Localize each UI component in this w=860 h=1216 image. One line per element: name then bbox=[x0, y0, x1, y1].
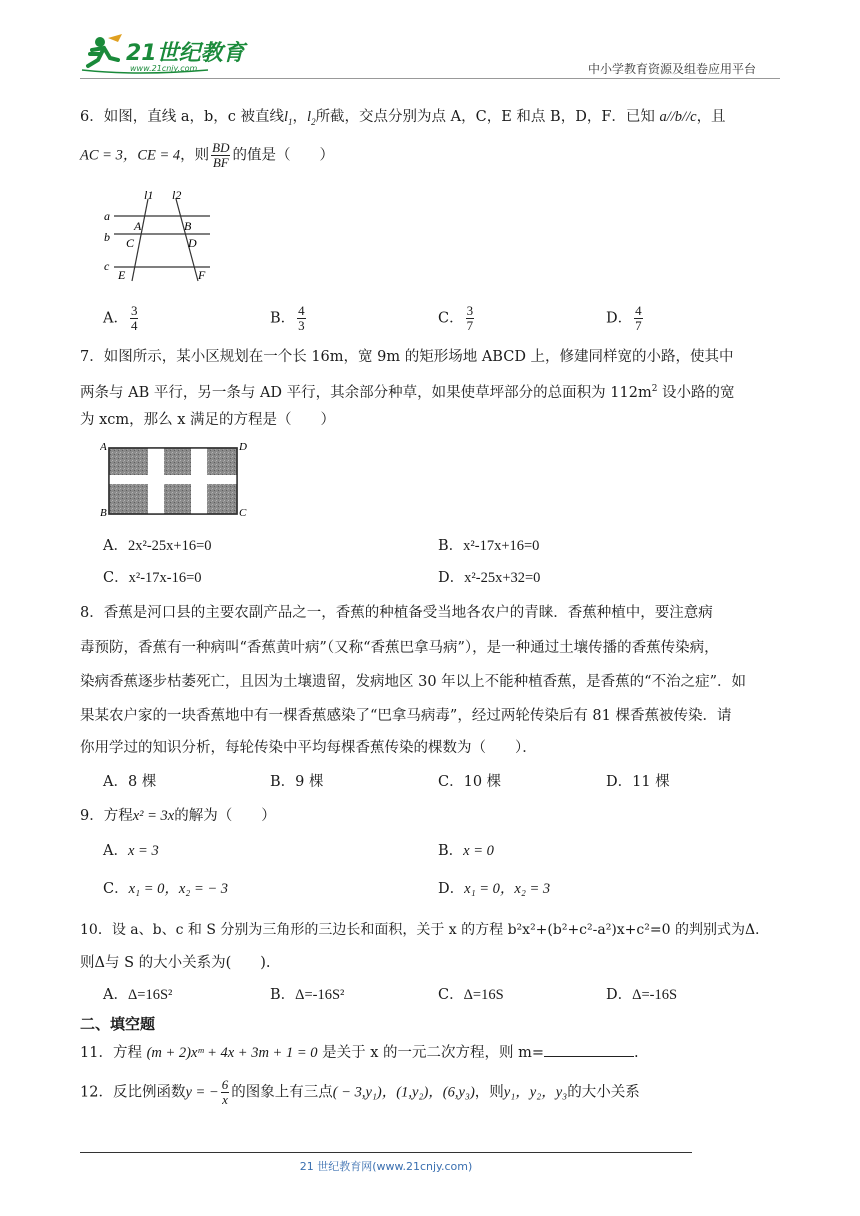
fig6-label-a: a bbox=[104, 209, 110, 223]
q9-option-b[interactable]: B．x = 0 bbox=[438, 843, 494, 859]
q6-option-b[interactable]: B． $\frac{4}{3}$ bbox=[270, 303, 305, 333]
q7-line2: 两条与 AB 平行，另一条与 AD 平行，其余部分种草，如果使草坪部分的总面积为 $112m^2$ 设小路的宽 bbox=[80, 384, 735, 401]
q7-figure bbox=[100, 440, 260, 520]
fig6-label-C: C bbox=[126, 236, 135, 250]
logo-text: 21世纪教育 bbox=[126, 41, 245, 66]
q6-option-a[interactable]: A． $\frac{3}{4}$ bbox=[103, 303, 138, 333]
footer-divider bbox=[80, 1152, 692, 1153]
q7-option-b[interactable]: B．x²-17x+16=0 bbox=[438, 538, 540, 554]
q6-line1: 6．如图，直线 a，b，c 被直线$l_1$，$l_2$所截，交点分别为点 A，C，E 和点 B，D，F．已知 a//b//c，且 bbox=[80, 109, 726, 127]
q6-option-c[interactable]: C． $\frac{3}{7}$ bbox=[438, 303, 474, 333]
q8-line3: 染病香蕉逐步枯萎死亡，且因为土壤遗留，发病地区 30 年以上不能种植香蕉，是香蕉的“不治之症”．如 bbox=[80, 674, 746, 690]
q6-figure bbox=[100, 185, 220, 285]
fig7-label-B: B bbox=[100, 507, 107, 519]
fig6-label-E: E bbox=[118, 268, 126, 282]
question-12: 12．反比例函数y = − $\frac{6}{x}$ 的图象上有三点( − 3,y₁)，(1,y₂)，(6,y₃)，则y₁，y₂，y₃的大小关系 bbox=[80, 1077, 640, 1107]
q10-line2: 则Δ与 S 的大小关系为( ). bbox=[80, 955, 271, 971]
q9-option-a[interactable]: A．x = 3 bbox=[103, 843, 159, 859]
q6-line2: AC = 3，CE = 4，则 $\frac{BD}{BF}$ 的值是（ ） bbox=[80, 140, 334, 170]
q8-line1: 8．香蕉是河口县的主要农副产品之一，香蕉的种植备受当地各农户的青睐．香蕉种植中，要注意病 bbox=[80, 605, 713, 621]
q8-option-b[interactable]: B．9 棵 bbox=[270, 774, 324, 790]
fig6-label-A: A bbox=[134, 219, 142, 233]
header-divider bbox=[80, 78, 780, 79]
q7-line3: 为 xcm，那么 x 满足的方程是（ ） bbox=[80, 412, 336, 428]
fig6-label-l1: l1 bbox=[144, 188, 154, 202]
q10-option-d[interactable]: D．Δ=-16S bbox=[606, 987, 678, 1003]
fig6-label-l2: l2 bbox=[172, 188, 182, 202]
q7-option-a[interactable]: A．2x²-25x+16=0 bbox=[103, 538, 212, 554]
logo bbox=[78, 30, 253, 76]
q8-line2: 毒预防，香蕉有一种病叫“香蕉黄叶病”（又称“香蕉巴拿马病”），是一种通过土壤传播的香蕉传染病， bbox=[80, 640, 719, 656]
q10-option-b[interactable]: B．Δ=-16S² bbox=[270, 987, 345, 1003]
q10-option-c[interactable]: C．Δ=16S bbox=[438, 987, 504, 1003]
q10-option-a[interactable]: A．Δ=16S² bbox=[103, 987, 173, 1003]
fig6-label-c: c bbox=[104, 259, 110, 273]
q8-line5: 你用学过的知识分析，每轮传染中平均每棵香蕉传染的棵数为（ ）． bbox=[80, 740, 537, 756]
footer-text: 21 世纪教育网(www.21cnjy.com) bbox=[299, 1160, 473, 1173]
fig7-label-A: A bbox=[100, 441, 107, 453]
fig6-label-B: B bbox=[184, 219, 192, 233]
q8-option-c[interactable]: C．10 棵 bbox=[438, 774, 502, 790]
q8-option-a[interactable]: A．8 棵 bbox=[103, 774, 157, 790]
fig6-label-b: b bbox=[104, 230, 110, 244]
q10-line1: 10．设 a、b、c 和 S 分别为三角形的三边长和面积，关于 x 的方程 b²x²+(b²+c²-a²)x+c²=0 的判别式为Δ. bbox=[80, 922, 760, 938]
q7-line1: 7．如图所示，某小区规划在一个长 16m，宽 9m 的矩形场地 ABCD 上，修建同样宽的小路，使其中 bbox=[80, 349, 734, 365]
logo-url: www.21cnjy.com bbox=[130, 64, 198, 73]
fig7-label-D: D bbox=[239, 441, 247, 453]
fig6-label-D: D bbox=[188, 236, 197, 250]
q7-option-c[interactable]: C．x²-17x-16=0 bbox=[103, 570, 202, 586]
platform-title: 中小学教育资源及组卷应用平台 bbox=[588, 62, 757, 76]
fig6-label-F: F bbox=[198, 268, 206, 282]
q11-answer-blank[interactable] bbox=[544, 1042, 634, 1057]
fig7-label-C: C bbox=[239, 507, 247, 519]
q8-option-d[interactable]: D．11 棵 bbox=[606, 774, 670, 790]
q7-option-d[interactable]: D．x²-25x+32=0 bbox=[438, 570, 541, 586]
q9-option-d[interactable]: D．x₁ = 0，x₂ = 3 bbox=[438, 881, 551, 897]
question-11: 11．方程 (m + 2)xᵐ + 4x + 3m + 1 = 0 是关于 x 的一元二次方程，则 m= . bbox=[80, 1042, 639, 1063]
q9-option-c[interactable]: C．x₁ = 0，x₂ = − 3 bbox=[103, 881, 229, 897]
q6-option-d[interactable]: D． $\frac{4}{7}$ bbox=[606, 303, 642, 333]
section-title: 二、填空题 bbox=[80, 1015, 156, 1033]
q9-stem: 9．方程x² = 3x的解为（ ） bbox=[80, 808, 276, 824]
q8-line4: 果某农户家的一块香蕉地中有一棵香蕉感染了“巴拿马病毒”，经过两轮传染后有 81 棵香蕉被传染．请 bbox=[80, 708, 732, 724]
